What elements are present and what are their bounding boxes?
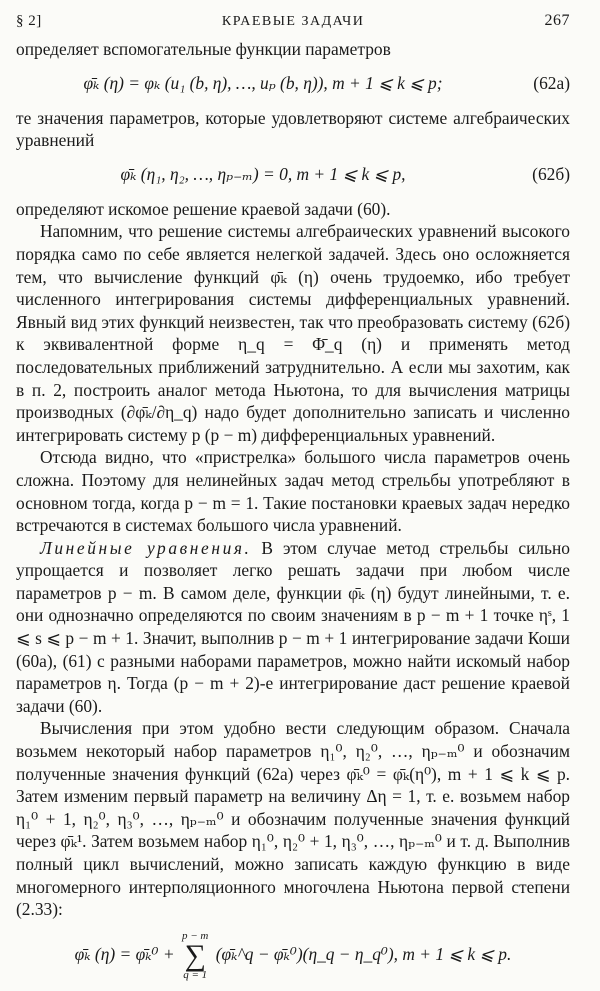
equation-final-formula	[16, 931, 570, 981]
paragraph-3: определяют искомое решение краевой задачи (60).	[16, 198, 391, 219]
equation-newton-interpolation	[16, 921, 570, 991]
equation-62b	[16, 152, 570, 198]
sigma-symbol: ∑	[184, 938, 206, 972]
page-number: 267	[544, 12, 570, 29]
section-marker: § 2]	[16, 13, 42, 29]
paragraph-6-text: В этом случае метод стрельбы сильно упрощается и позволяет легко решать задачи при любом числе параметров p − m. В самом деле, функции φ̄ₖ (η) будут линейными, т. е. они однозначно определяются по своим значениям в p − m + 1 точке ηˢ, 1 ⩽ s ⩽ p − m + 1. Значит, выполнив p − m + 1 интегрирование задачи Коши (60а), (61) с разными наборами параметров, можно найти искомый набор параметров η. Тогда (p − m + 2)-е интегрирование даст решение краевой задачи (60).	[16, 537, 570, 716]
equation-final-right: (φ̄ₖ^q − φ̄ₖ⁰)(η_q − η_q⁰), m + 1 ⩽ k ⩽ p.	[215, 943, 512, 964]
equation-final-left: φ̄ₖ (η) = φ̄ₖ⁰ +	[74, 943, 175, 964]
equation-62a-formula: φ̄ₖ (η) = φₖ (u₁ (b, η), …, uₚ (b, η)), m + 1 ⩽ k ⩽ p;	[83, 73, 443, 94]
paragraph-1: определяет вспомогательные функции параметров	[16, 39, 391, 59]
equation-62a	[16, 61, 570, 107]
equation-62b-formula: φ̄ₖ (η₁, η₂, …, ηₚ₋ₘ) = 0, m + 1 ⩽ k ⩽ p,	[120, 164, 406, 185]
chapter-title: КРАЕВЫЕ ЗАДАЧИ	[221, 14, 365, 29]
equation-62b-number: (62б)	[532, 164, 570, 185]
summation-upper-limit: p − m	[181, 929, 209, 942]
paragraph-7: Вычисления при этом удобно вести следующим образом. Сначала возьмем некоторый набор параметров η₁⁰, η₂⁰, …, ηₚ₋ₘ⁰ и обозначим полученные значения функций (62а) через φ̄ₖ⁰ = φ̄ₖ(η⁰), m + 1 ⩽ k ⩽ p. Затем изменим первый параметр на величину Δη = 1, т. е. возьмем набор η₁⁰ + 1, η₂⁰, η₃⁰, …, ηₚ₋ₘ⁰ и обозначим полученные значения функций через φ̄ₖ¹. Затем возьмем набор η₁⁰, η₂⁰ + 1, η₃⁰, …, ηₚ₋ₘ⁰ и т. д. Выполнив полный цикл вычислений, можно записать каждую функцию в виде многомерного интерполяционного многочлена Ньютона первой степени (2.33):	[16, 718, 570, 920]
running-head	[16, 8, 570, 34]
paragraph-6-heading: Линейные уравнения.	[40, 537, 252, 558]
summation-lower-limit: q = 1	[183, 968, 208, 981]
paragraph-4: Напомним, что решение системы алгебраических уравнений высокого порядка само по себе является нелегкой задачей. Здесь оно осложняется тем, что вычисление функций φ̄ₖ (η) очень трудоемко, ибо требует численного интегрирования системы дифференциальных уравнений. Явный вид этих функций неизвестен, так что преобразовать систему (62б) к эквивалентной форме η_q = Φ̄_q (η) и применять метод последовательных приближений затруднительно. А если мы захотим, как в п. 2, построить аналог метода Ньютона, то для вычисления матрицы производных (∂φ̄ₖ/∂η_q) надо будет дополнительно записать и численно интегрировать систему p (p − m) дифференциальных уравнений.	[16, 221, 570, 445]
equation-62a-number: (62а)	[533, 73, 570, 94]
paragraph-5: Отсюда видно, что «пристрелка» большого числа параметров очень сложна. Поэтому для нелинейных задач метод стрельбы употребляют в основном тогда, когда p − m = 1. Такие постановки краевых задач нередко встречаются в системах большого числа уравнений.	[16, 447, 570, 536]
paragraph-6	[16, 537, 570, 718]
summation	[182, 931, 208, 981]
paragraph-2: те значения параметров, которые удовлетворяют системе алгебраических уравнений	[16, 107, 570, 151]
